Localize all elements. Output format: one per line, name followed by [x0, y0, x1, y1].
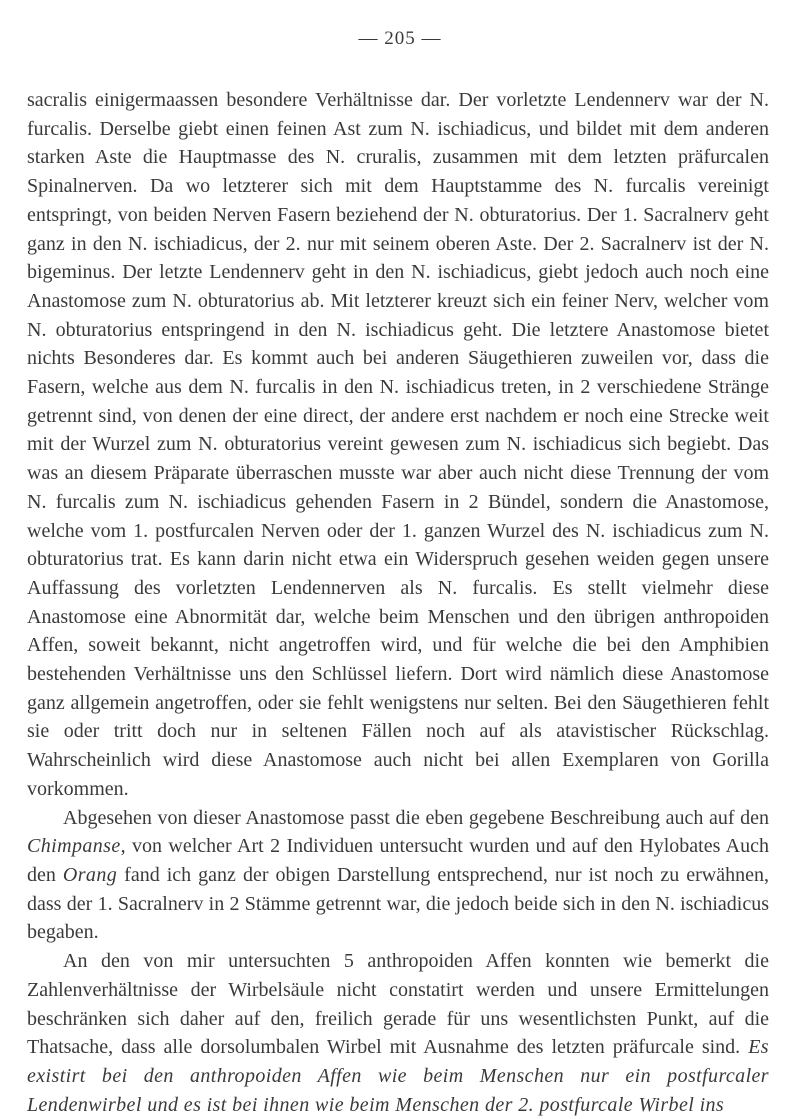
paragraph-3-emphasis: Es existirt bei den anthropoiden Affen wie beim Menschen nur ein postfurcaler Lendenwirbel und es ist bei ihnen wie beim Menschen der 2. postfurcale Wirbel ins — [27, 1036, 769, 1116]
paragraph-2-text-a: Abgesehen von dieser Anastomose passt die eben gegebene Beschreibung auch auf den — [63, 806, 769, 829]
paragraph-2-text-b: , von welcher Art 2 Individuen untersucht wurden und auf den Hylobates Auch den — [27, 835, 769, 886]
paragraph-1-text: sacralis einigermaassen besondere Verhältnisse dar. Der vorletzte Lendennerv war der N. furcalis. Derselbe giebt einen feinen Ast zum N. ischiadicus, und bildet mit dem anderen starken Aste die Hauptmasse des N. cruralis, zusammen mit dem letzten präfurcalen Spinalnerven. Da wo letzterer sich mit dem Hauptstamme des N. furcalis vereinigt entspringt, von beiden Nerven Fasern beziehend der N. obturatorius. Der 1. Sacralnerv geht ganz in den N. ischiadicus, der 2. nur mit seinem oberen Aste. Der 2. Sacralnerv ist der N. bigeminus. Der letzte Lendennerv geht in den N. ischiadicus, giebt jedoch auch noch eine Anastomose zum N. obturatorius ab. Mit letzterer kreuzt sich ein feiner Nerv, welcher vom N. obturatorius entspringend in den N. ischiadicus geht. Die letztere Anastomose bietet nichts Besonderes dar. Es kommt auch bei anderen Säugethieren zuweilen vor, dass die Fasern, welche aus dem N. furcalis in den N. ischiadicus treten, in 2 verschiedene Stränge getrennt sind, von denen der eine direct, der andere erst nachdem er noch eine Strecke weit mit der Wurzel zum N. obturatorius vereint gewesen zum N. ischiadicus sich begiebt. Das was an diesem Präparate überraschen musste war aber auch nicht diese Trennung der vom N. furcalis zum N. ischiadicus gehenden Fasern in 2 Bündel, sondern die Anastomose, welche vom 1. postfurcalen Nerven oder der 1. ganzen Wurzel des N. ischiadicus zum N. obturatorius trat. Es kann darin nicht etwa ein Widerspruch gesehen weiden gegen unsere Auffassung des vorletzten Lendennerven als N. furcalis. Es stellt vielmehr diese Anastomose eine Abnormität dar, welche beim Menschen und den übrigen anthropoiden Affen, soweit bekannt, nicht angetroffen wird, und für welche die bei den Amphibien bestehenden Verhältnisse uns den Schlüssel liefern. Dort wird nämlich diese Anastomose ganz allgemein angetroffen, oder sie fehlt wenigstens nur selten. Bei den Säugethieren fehlt sie oder tritt doch nur in seltenen Fällen noch auf als atavistischer Rückschlag. Wahrscheinlich wird diese Anastomose auch nicht bei allen Exemplaren von Gorilla vorkommen. — [27, 89, 769, 800]
species-name-chimpanse: Chimpanse — [27, 835, 121, 858]
paragraph-1 — [27, 86, 769, 804]
page-number: — 205 — — [358, 28, 442, 49]
paragraph-2 — [27, 804, 769, 948]
paragraph-2-text-c: fand ich ganz der obigen Darstellung entsprechend, nur ist noch zu erwähnen, dass der 1. Sacralnerv in 2 Stämme getrennt war, die jedoch beide sich in den N. ischiadicus begaben. — [27, 863, 769, 944]
paragraph-3 — [27, 947, 769, 1119]
paragraph-3-text: An den von mir untersuchten 5 anthropoiden Affen konnten wie bemerkt die Zahlenverhältnisse der Wirbelsäule nicht constatirt werden und unsere Ermittelungen beschränken sich daher auf den, freilich gerade für uns wesentlichsten Punkt, auf die Thatsache, dass alle dorsolumbalen Wirbel mit Ausnahme des letzten präfurcale sind. — [27, 950, 769, 1059]
body-text — [27, 86, 769, 1119]
species-name-orang: Orang — [62, 863, 118, 886]
